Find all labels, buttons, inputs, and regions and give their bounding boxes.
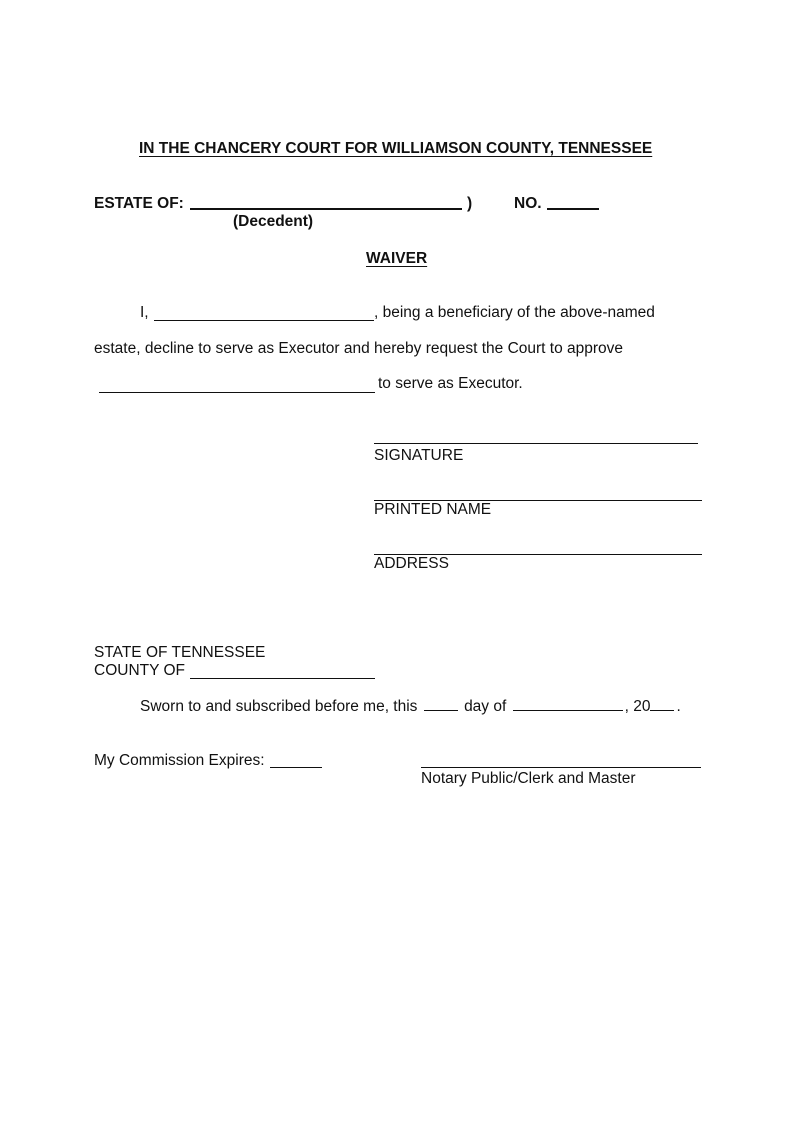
estate-label: ESTATE OF: — [94, 195, 184, 212]
sworn-statement — [140, 698, 681, 716]
case-number-field[interactable] — [547, 208, 599, 210]
sworn-prefix: Sworn to and subscribed before me, this — [140, 698, 418, 715]
signature-label: SIGNATURE — [374, 447, 464, 464]
county-field[interactable] — [190, 678, 375, 679]
printed-name-label: PRINTED NAME — [374, 501, 492, 518]
court-heading: IN THE CHANCERY COURT FOR WILLIAMSON COUNTY, TENNESSEE — [139, 140, 653, 157]
notary-signature-field[interactable] — [421, 767, 701, 768]
sworn-year-field[interactable] — [650, 709, 674, 711]
sworn-month-field[interactable] — [513, 709, 623, 711]
sworn-day-label: day of — [464, 698, 507, 715]
document-title: WAIVER — [366, 250, 428, 267]
decedent-name-field[interactable] — [190, 208, 462, 210]
body-line-3-suffix: to serve as Executor. — [378, 375, 523, 392]
beneficiary-name-field[interactable] — [154, 320, 374, 321]
sworn-end: . — [676, 698, 681, 715]
notary-caption: Notary Public/Clerk and Master — [421, 770, 636, 787]
body-line-1-prefix: I, — [140, 304, 149, 321]
case-number-label: NO. — [514, 195, 542, 212]
commission-label: My Commission Expires: — [94, 752, 265, 769]
sworn-day-field[interactable] — [424, 709, 458, 711]
address-label: ADDRESS — [374, 555, 449, 572]
commission-expires-field[interactable] — [270, 767, 322, 768]
body-line-2: estate, decline to serve as Executor and hereby request the Court to approve — [94, 340, 624, 357]
nominee-name-field[interactable] — [99, 392, 375, 393]
estate-paren: ) — [467, 195, 473, 212]
sworn-year-label: , 20 — [624, 698, 651, 715]
signature-field[interactable] — [374, 443, 698, 444]
county-label: COUNTY OF — [94, 662, 185, 679]
state-line: STATE OF TENNESSEE — [94, 644, 266, 661]
body-line-1-suffix: , being a beneficiary of the above-named — [374, 304, 655, 321]
decedent-caption: (Decedent) — [233, 213, 314, 230]
